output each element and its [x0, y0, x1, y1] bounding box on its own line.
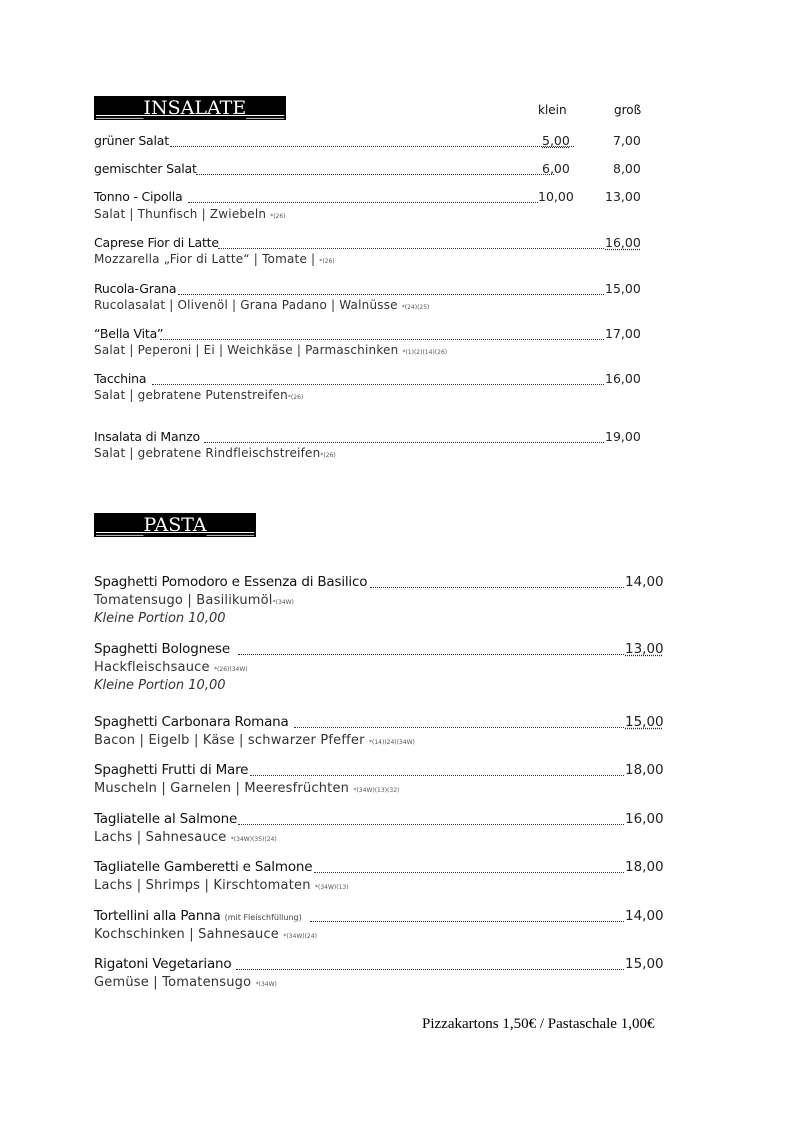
item-description: Gemüse | Tomatensugo *(34W) — [94, 975, 277, 990]
allergen-codes: *(34W) — [255, 981, 277, 988]
column-header-large: groß — [614, 103, 642, 117]
dot-leader — [218, 235, 604, 249]
pasta-section-title: _____PASTA_____ — [96, 514, 255, 536]
item-price: 18,00 — [625, 859, 664, 875]
small-portion-note: Kleine Portion 10,00 — [94, 611, 226, 626]
menu-item-salad — [94, 371, 654, 402]
item-price: 17,00 — [605, 326, 641, 341]
allergen-codes: *(34W)(13)(32) — [353, 787, 400, 794]
item-price: 14,00 — [625, 908, 664, 924]
menu-item-pasta — [94, 956, 664, 990]
allergen-codes: *(14)(24)(34W) — [369, 739, 415, 746]
item-note: (mit Fleischfüllung) — [224, 913, 302, 922]
item-name: Tagliatelle al Salmone — [94, 811, 238, 827]
item-price: 16,00 — [625, 811, 664, 827]
item-name: gemischter Salat — [94, 161, 197, 176]
menu-item-pasta — [94, 574, 664, 626]
item-name: Rucola-Grana — [94, 281, 177, 296]
item-name: Spaghetti Frutti di Mare — [94, 762, 249, 778]
item-name: Caprese Fior di Latte — [94, 235, 219, 250]
price-large: 7,00 — [613, 133, 641, 148]
menu-item-pasta — [94, 811, 664, 845]
item-description: Salat | gebratene Putenstreifen*(26) — [94, 388, 304, 402]
column-header-small: klein — [538, 103, 567, 117]
item-price: 13,00 — [625, 641, 664, 657]
packaging-prices-footer: Pizzakartons 1,50€ / Pastaschale 1,00€ — [422, 1016, 655, 1032]
allergen-codes: *(26) — [320, 452, 336, 459]
dot-leader — [188, 189, 538, 203]
item-name: Insalata di Manzo — [94, 429, 201, 444]
item-description: Hackfleischsauce *(26)(34W) — [94, 660, 248, 675]
dot-leader — [310, 908, 624, 922]
allergen-codes: *(1)(2)(14)(26) — [402, 349, 448, 356]
item-description: Muscheln | Garnelen | Meeresfrüchten *(34W)(13)(32) — [94, 781, 400, 796]
dot-leader — [238, 811, 624, 825]
item-description: Salat | Peperoni | Ei | Weichkäse | Parmaschinken *(1)(2)(14)(26) — [94, 343, 448, 357]
item-name: Spaghetti Pomodoro e Essenza di Basilico — [94, 574, 368, 590]
menu-item-pasta — [94, 908, 664, 942]
allergen-codes: *(24)(25) — [401, 304, 430, 311]
dot-leader — [236, 956, 624, 970]
menu-item-salad — [94, 189, 654, 221]
salads-section-title: _____INSALATE____ — [96, 97, 285, 119]
menu-item-salad — [94, 429, 654, 460]
menu-item-pasta — [94, 714, 664, 748]
item-price: 16,00 — [605, 235, 641, 250]
allergen-codes: *(26) — [287, 394, 304, 401]
item-description: Salat | gebratene Rindfleischstreifen*(26) — [94, 446, 336, 460]
item-description: Kochschinken | Sahnesauce *(34W)(24) — [94, 927, 317, 942]
item-name: Spaghetti Carbonara Romana — [94, 714, 289, 730]
menu-item-pasta — [94, 762, 664, 796]
item-name: Tagliatelle Gamberetti e Salmone — [94, 859, 313, 875]
item-description: Lachs | Shrimps | Kirschtomaten *(34W)(13) — [94, 878, 349, 893]
dot-leader — [204, 429, 604, 443]
item-name: Tonno - Cipolla — [94, 189, 183, 204]
item-description: Salat | Thunfisch | Zwiebeln *(26) — [94, 207, 286, 221]
item-name: Spaghetti Bolognese — [94, 641, 230, 657]
price-large: 13,00 — [605, 189, 641, 204]
small-portion-note: Kleine Portion 10,00 — [94, 678, 226, 693]
item-price: 15,00 — [625, 956, 664, 972]
menu-item-salad — [94, 235, 654, 266]
item-price: 15,00 — [625, 714, 664, 730]
item-description: Mozzarella „Fior di Latte“ | Tomate | *(26) — [94, 252, 335, 266]
menu-item-salad — [94, 281, 654, 312]
item-price: 16,00 — [605, 371, 641, 386]
item-price: 14,00 — [625, 574, 664, 590]
item-description: Rucolasalat | Olivenöl | Grana Padano | Walnüsse *(24)(25) — [94, 298, 430, 312]
dot-leader — [314, 859, 624, 873]
item-price: 15,00 — [605, 281, 641, 296]
allergen-codes: *(34W)(35)(24) — [230, 836, 277, 843]
dot-leader — [250, 762, 624, 776]
menu-item-salad — [94, 326, 654, 357]
menu-item-pasta — [94, 859, 664, 893]
dot-leader — [170, 133, 574, 147]
allergen-codes: *(34W)(24) — [283, 933, 317, 940]
item-description: Tomatensugo | Basilikumöl*(34W) — [94, 593, 294, 608]
item-name: grüner Salat — [94, 133, 169, 148]
menu-item-pasta — [94, 641, 664, 693]
item-description: Bacon | Eigelb | Käse | schwarzer Pfeffer *(14)(24)(34W) — [94, 733, 415, 748]
item-price: 19,00 — [605, 429, 641, 444]
price-small: 10,00 — [538, 189, 574, 204]
dot-leader — [152, 371, 604, 385]
item-price: 18,00 — [625, 762, 664, 778]
dot-leader — [238, 641, 624, 655]
item-name: Tortellini alla Panna (mit Fleischfüllung) — [94, 908, 302, 924]
dot-leader — [294, 714, 624, 728]
dot-leader — [370, 574, 624, 588]
item-name: Rigatoni Vegetariano — [94, 956, 232, 972]
allergen-codes: *(26) — [319, 258, 335, 265]
item-description: Lachs | Sahnesauce *(34W)(35)(24) — [94, 830, 277, 845]
price-small: 5,00 — [542, 133, 570, 148]
dot-leader — [196, 161, 554, 175]
item-name: Tacchina — [94, 371, 147, 386]
menu-item-salad — [94, 161, 654, 177]
dot-leader — [178, 281, 604, 295]
price-small: 6,00 — [542, 161, 570, 176]
menu-item-salad — [94, 133, 654, 149]
allergen-codes: *(26)(34W) — [214, 666, 248, 673]
item-name: “Bella Vita” — [94, 326, 164, 341]
dot-leader — [160, 326, 604, 340]
allergen-codes: *(34W) — [272, 599, 294, 606]
price-large: 8,00 — [613, 161, 641, 176]
allergen-codes: *(26) — [270, 213, 286, 220]
allergen-codes: *(34W)(13) — [315, 884, 349, 891]
